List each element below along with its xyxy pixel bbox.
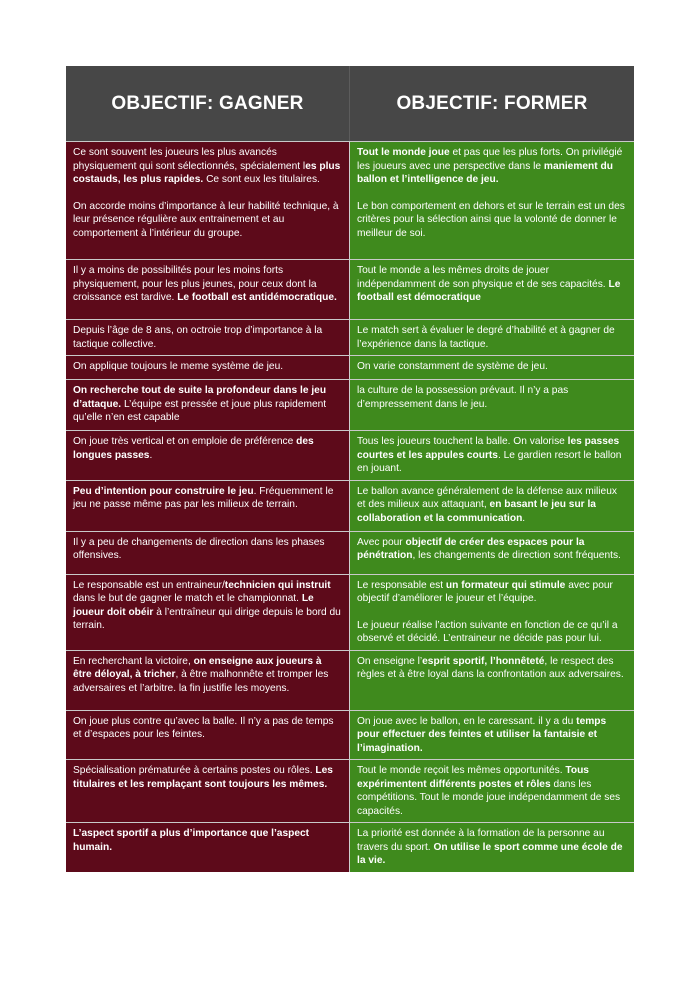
table-row — [66, 319, 634, 355]
cell-paragraph — [357, 200, 627, 241]
cell-paragraph — [73, 264, 342, 305]
cell-paragraph — [73, 579, 342, 633]
cell-gagner — [66, 319, 350, 355]
cell-gagner — [66, 531, 350, 574]
text: On joue plus contre qu’avec la balle. Il n’y a pas de temps et d’espaces pour les feintes. — [73, 715, 334, 740]
cell-former — [350, 141, 634, 259]
cell-paragraph — [357, 619, 627, 646]
text: On enseigne l’ — [357, 655, 423, 667]
text: . Le gardien resort le ballon en jouant. — [357, 449, 622, 474]
text: L’équipe est pressée et joue plus rapidement qu’elle n’en est capable — [73, 398, 327, 423]
text: Avec pour — [357, 536, 406, 548]
text: On accorde moins d’importance à leur habilité technique, à leur présence régulière aux entrainement et au comportement à l’intérieur du groupe. — [73, 200, 339, 239]
cell-paragraph — [357, 435, 627, 476]
text: dans les compétitions. Tout le monde joue indépendamment de ses capacités. — [357, 778, 621, 817]
cell-former — [350, 650, 634, 710]
cell-gagner — [66, 574, 350, 650]
table-row — [66, 759, 634, 822]
table-row — [66, 141, 634, 259]
text: avec pour objectif d’améliorer le joueur et l’équipe. — [357, 579, 613, 604]
cell-former — [350, 259, 634, 319]
cell-former — [350, 379, 634, 430]
bold-text: Les titulaires et les remplaçant sont toujours les mêmes. — [73, 765, 333, 790]
bold-text: en basant le jeu sur la collaboration et la communication — [357, 499, 596, 524]
bold-text: Tout le monde joue — [357, 147, 450, 158]
table-row — [66, 574, 634, 650]
text: Ce sont eux les titulaires. — [203, 174, 320, 185]
cell-former — [350, 355, 634, 379]
text: Le responsable est un entraineur/ — [73, 579, 225, 591]
table-row — [66, 822, 634, 872]
cell-former — [350, 574, 634, 650]
table-row — [66, 430, 634, 480]
text: Depuis l’âge de 8 ans, on octroie trop d’importance à la tactique collective. — [73, 325, 323, 350]
text: Le ballon avance généralement de la défense aux milieux et des milieux aux attaquant, — [357, 485, 617, 510]
table-row — [66, 710, 634, 760]
bold-text: es plus costauds, les plus rapides. — [73, 160, 341, 185]
cell-gagner — [66, 710, 350, 760]
text: En recherchant la victoire, — [73, 655, 194, 667]
text: Ce sont souvent les joueurs les plus avancés physiquement qui sont sélectionnés, spécialement l — [73, 147, 306, 172]
table-row — [66, 480, 634, 531]
bold-text: Tous expérimentent différents postes et rôles — [357, 765, 589, 790]
text: Tous les joueurs touchent la balle. On valorise — [357, 436, 568, 447]
cell-paragraph — [73, 324, 342, 351]
text: . — [522, 512, 526, 524]
cell-former — [350, 710, 634, 760]
bold-text: technicien qui instruit — [224, 579, 331, 591]
cell-paragraph — [357, 360, 627, 374]
bold-text: On utilise le sport comme une école de la vie. — [357, 841, 623, 866]
table-header — [66, 66, 634, 141]
bold-text: Le football est antidémocratique. — [177, 292, 337, 303]
text: Il y a moins de possibilités pour les moins forts physiquement, pour les plus jeunes, pour ceux dont la croissance est tardive. — [73, 265, 317, 303]
cell-paragraph — [73, 435, 342, 462]
text: . — [149, 449, 153, 461]
bold-text: Le football est démocratique — [357, 278, 621, 303]
header-gagner: OBJECTIF: GAGNER — [66, 66, 350, 141]
text: Spécialisation prématurée à certains postes ou rôles. — [73, 765, 316, 776]
cell-gagner — [66, 650, 350, 710]
cell-gagner — [66, 480, 350, 531]
table-row — [66, 379, 634, 430]
cell-paragraph — [357, 485, 627, 526]
text: et pas que les plus forts. On privilégié les joueurs avec une perspective dans le — [357, 147, 623, 172]
text: à l’entraîneur qui dirige depuis le bord du terrain. — [73, 606, 341, 631]
cell-paragraph — [73, 655, 342, 696]
table-body — [66, 141, 634, 872]
cell-gagner — [66, 430, 350, 480]
cell-gagner — [66, 822, 350, 872]
cell-paragraph — [73, 764, 342, 791]
text: Tout le monde a les mêmes droits de jouer indépendamment de son physique et de ses capacités. — [357, 265, 609, 290]
header-former: OBJECTIF: FORMER — [350, 66, 634, 141]
text: Le match sert à évaluer le degré d’habilité et à gagner de l’expérience dans la tactique. — [357, 325, 615, 350]
cell-gagner — [66, 379, 350, 430]
cell-paragraph — [73, 360, 342, 374]
bold-text: maniement du ballon et l’intelligence de jeu. — [357, 160, 613, 185]
bold-text: objectif de créer des espaces pour la pénétration — [357, 536, 585, 561]
text: Il y a peu de changements de direction dans les phases offensives. — [73, 536, 325, 561]
cell-former — [350, 319, 634, 355]
bold-text: un formateur qui stimule — [445, 579, 566, 591]
bold-text: on enseigne aux joueurs à être déloyal, à tricher — [73, 655, 322, 680]
cell-former — [350, 822, 634, 872]
cell-former — [350, 480, 634, 531]
bold-text: Le joueur doit obéir — [73, 593, 314, 618]
comparison-table — [66, 66, 634, 872]
text: , le respect des règles et à être loyal dans la confrontation aux adversaires. — [357, 655, 624, 680]
cell-paragraph — [73, 200, 342, 241]
table-row — [66, 531, 634, 574]
cell-paragraph — [357, 264, 627, 305]
text: la culture de la possession prévaut. Il n’y a pas d’empressement dans le jeu. — [357, 385, 569, 410]
text: On applique toujours le meme système de jeu. — [73, 361, 284, 372]
cell-paragraph — [357, 715, 627, 756]
cell-paragraph — [73, 827, 342, 854]
text: dans le but de gagner le match et le championnat. — [73, 593, 302, 604]
text: Le joueur réalise l’action suivante en fonction de ce qu’il a observé et décidé. L’entraineur ne décide pas pour lui. — [357, 619, 618, 644]
text: . Fréquemment le jeu ne passe même pas par les milieux de terrain. — [73, 485, 334, 510]
cell-paragraph — [357, 764, 627, 818]
table-row — [66, 355, 634, 379]
cell-paragraph — [357, 384, 627, 411]
text: Le bon comportement en dehors et sur le terrain est un des critères pour la sélection ainsi que la volonté de donner le meilleur de soi. — [357, 200, 625, 239]
cell-paragraph — [357, 827, 627, 868]
cell-former — [350, 430, 634, 480]
cell-paragraph — [357, 536, 627, 563]
text: Tout le monde reçoit les mêmes opportunités. — [357, 765, 566, 776]
bold-text: L’aspect sportif a plus d’importance que l’aspect humain. — [73, 828, 310, 853]
cell-former — [350, 531, 634, 574]
text: , les changements de direction sont fréquents. — [412, 550, 621, 561]
cell-gagner — [66, 759, 350, 822]
bold-text: des longues passes — [73, 436, 314, 461]
bold-text: Peu d’intention pour construire le jeu — [73, 485, 254, 497]
cell-paragraph — [73, 146, 342, 187]
cell-paragraph — [357, 146, 627, 187]
cell-gagner — [66, 355, 350, 379]
bold-text: temps pour effectuer des feintes et utiliser la fantaisie et l’imagination. — [357, 715, 607, 754]
cell-gagner — [66, 259, 350, 319]
table-row — [66, 650, 634, 710]
table-row — [66, 259, 634, 319]
text: On joue avec le ballon, en le caressant. il y a du — [357, 715, 577, 727]
text: , à être malhonnête et tromper les adversaires et l’arbitre. la fin justifie les moyens. — [73, 669, 329, 694]
cell-paragraph — [357, 579, 627, 606]
text: Le responsable est — [357, 579, 446, 591]
text: La priorité est donnée à la formation de la personne au travers du sport. — [357, 828, 605, 853]
cell-paragraph — [73, 384, 342, 425]
bold-text: esprit sportif, l’honnêteté — [422, 655, 545, 667]
cell-former — [350, 759, 634, 822]
text: On varie constamment de système de jeu. — [357, 361, 548, 372]
bold-text: les passes courtes et les appules courts — [357, 436, 620, 461]
text: On joue très vertical et on emploie de préférence — [73, 436, 297, 447]
cell-paragraph — [73, 485, 342, 512]
cell-paragraph — [357, 324, 627, 351]
bold-text: On recherche tout de suite la profondeur dans le jeu d’attaque. — [73, 385, 327, 410]
cell-paragraph — [73, 715, 342, 742]
cell-paragraph — [357, 655, 627, 682]
cell-gagner — [66, 141, 350, 259]
cell-paragraph — [73, 536, 342, 563]
